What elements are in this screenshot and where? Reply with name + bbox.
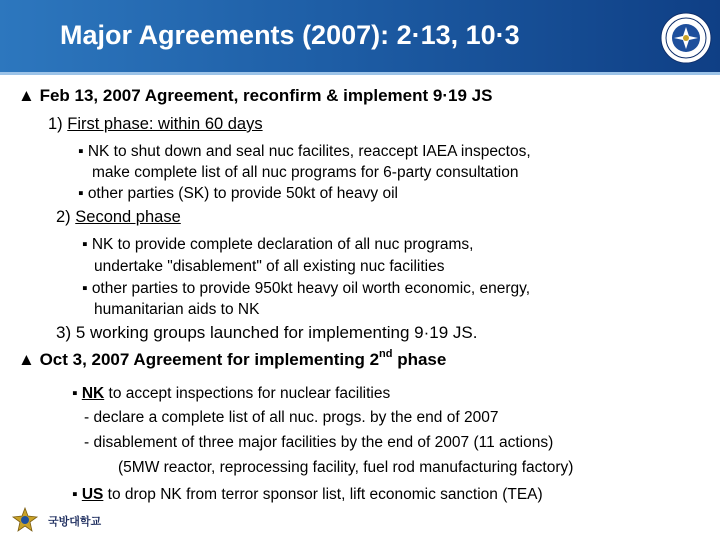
list-item-sub: - disablement of three major facilities by the end of 2007 (11 actions) [84, 434, 554, 451]
list-item: ▪ NK to provide complete declaration of all nuc programs, [82, 236, 474, 253]
title-bar-divider [0, 72, 720, 75]
list-item-sub: - declare a complete list of all nuc. progs. by the end of 2007 [84, 409, 499, 426]
square-bullet-icon: ▪ [72, 486, 78, 503]
list-item-continuation: (5MW reactor, reprocessing facility, fuel rod manufacturing factory) [118, 459, 574, 476]
university-name: 국방대학교 [48, 515, 102, 528]
square-bullet-icon: ▪ [72, 385, 78, 402]
list-item-continuation: make complete list of all nuc programs for 6-party consultation [92, 164, 519, 181]
square-bullet-icon: ▪ [82, 236, 88, 253]
list-item-continuation: humanitarian aids to NK [94, 301, 260, 318]
list-item: ▪ other parties (SK) to provide 50kt of heavy oil [78, 185, 398, 202]
triangle-bullet-icon: ▲ [18, 350, 35, 369]
slide-title: Major Agreements (2007): 2·13, 10·3 [60, 20, 520, 50]
square-bullet-icon: ▪ [82, 280, 88, 297]
university-emblem-icon [660, 12, 712, 64]
square-bullet-icon: ▪ [78, 185, 84, 202]
phase2-heading: 2) Second phase [56, 208, 181, 226]
triangle-bullet-icon: ▲ [18, 86, 35, 105]
phase3-heading: 3) 5 working groups launched for implementing 9·19 JS. [56, 323, 478, 342]
university-logo-icon [10, 505, 40, 535]
list-item-continuation: undertake "disablement" of all existing nuc facilities [94, 258, 445, 275]
list-item: ▪ US to drop NK from terror sponsor list, lift economic sanction (TEA) [72, 486, 543, 503]
list-item: ▪ NK to accept inspections for nuclear facilities [72, 385, 391, 402]
oct-agreement-heading: ▲ Oct 3, 2007 Agreement for implementing 2nd phase [18, 348, 447, 369]
phase1-heading: 1) First phase: within 60 days [48, 115, 263, 133]
square-bullet-icon: ▪ [78, 143, 84, 160]
list-item: ▪ other parties to provide 950kt heavy oil worth economic, energy, [82, 280, 531, 297]
feb-agreement-heading: ▲ Feb 13, 2007 Agreement, reconfirm & implement 9·19 JS [18, 86, 493, 105]
list-item: ▪ NK to shut down and seal nuc facilites, reaccept IAEA inspectos, [78, 143, 531, 160]
